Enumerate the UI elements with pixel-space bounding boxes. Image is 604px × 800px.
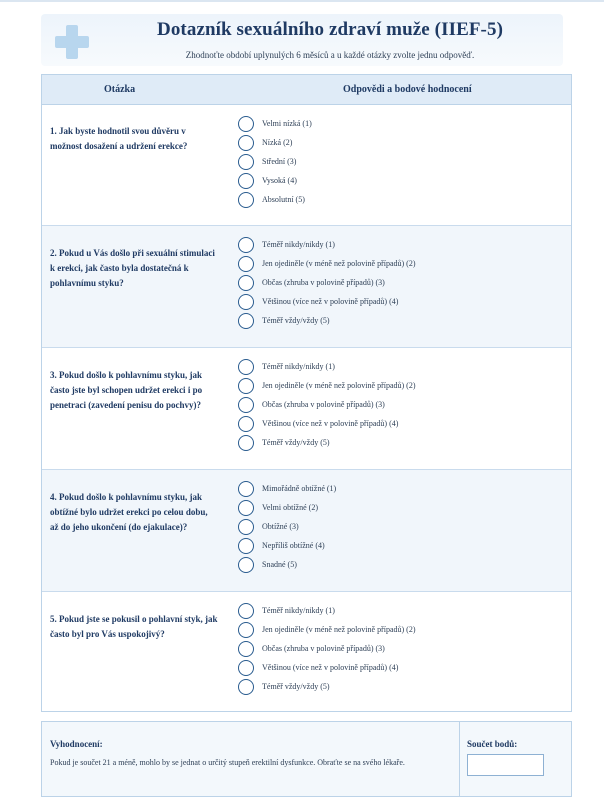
answer-label: Vysoká (4) (262, 176, 297, 185)
radio-button[interactable] (238, 538, 254, 554)
answer-option[interactable] (238, 313, 568, 331)
question-row-4 (42, 470, 571, 592)
answer-label: Obtížné (3) (262, 522, 299, 531)
answer-label: Většinou (více než v polovině případů) (4) (262, 419, 399, 428)
answer-option[interactable] (238, 135, 568, 153)
radio-button[interactable] (238, 116, 254, 132)
answer-option[interactable] (238, 294, 568, 312)
radio-button[interactable] (238, 378, 254, 394)
answer-label: Občas (zhruba v polovině případů) (3) (262, 400, 385, 409)
answer-label: Občas (zhruba v polovině případů) (3) (262, 278, 385, 287)
answer-label: Téměř vždy/vždy (5) (262, 438, 330, 447)
answer-label: Téměř vždy/vždy (5) (262, 316, 330, 325)
radio-button[interactable] (238, 660, 254, 676)
answer-label: Střední (3) (262, 157, 297, 166)
answer-label: Mimořádně obtížné (1) (262, 484, 337, 493)
answer-option[interactable] (238, 660, 568, 678)
answer-option[interactable] (238, 397, 568, 415)
score-sum-label: Součet bodů: (467, 739, 518, 749)
radio-button[interactable] (238, 622, 254, 638)
answer-option[interactable] (238, 378, 568, 396)
radio-button[interactable] (238, 603, 254, 619)
answer-option[interactable] (238, 359, 568, 377)
evaluation-text: Pokud je součet 21 a méně, mohlo by se jednat o určitý stupeň erektilní dysfunkce. Obraťte se na svého lékaře. (50, 758, 405, 767)
answer-option[interactable] (238, 538, 568, 556)
answer-option[interactable] (238, 237, 568, 255)
score-sum-input[interactable] (467, 754, 544, 776)
radio-button[interactable] (238, 313, 254, 329)
question-text: 4. Pokud došlo k pohlavnímu styku, jak obtížné bylo udržet erekci po celou dobu, až do jeho ukončení (do ejakulace)? (50, 492, 208, 532)
answer-option[interactable] (238, 481, 568, 499)
question-text: 1. Jak byste hodnotil svou důvěru v možnost dosažení a udržení erekce? (50, 126, 188, 151)
answer-option[interactable] (238, 416, 568, 434)
column-header-answers: Odpovědi a bodové hodnocení (343, 84, 472, 95)
radio-button[interactable] (238, 275, 254, 291)
answer-option[interactable] (238, 275, 568, 293)
radio-button[interactable] (238, 192, 254, 208)
radio-button[interactable] (238, 294, 254, 310)
answer-option[interactable] (238, 116, 568, 134)
question-text: 3. Pokud došlo k pohlavnímu styku, jak často jste byl schopen udržet erekci i po penetraci (zavedení penisu do pochvy)? (50, 370, 203, 410)
column-header-question: Otázka (104, 84, 136, 95)
radio-button[interactable] (238, 416, 254, 432)
answer-label: Většinou (více než v polovině případů) (4) (262, 297, 399, 306)
radio-button[interactable] (238, 519, 254, 535)
answer-option[interactable] (238, 154, 568, 172)
answer-option[interactable] (238, 519, 568, 537)
radio-button[interactable] (238, 641, 254, 657)
answer-label: Téměř nikdy/nikdy (1) (262, 606, 335, 615)
radio-button[interactable] (238, 237, 254, 253)
questionnaire-table (41, 74, 572, 712)
top-divider (0, 0, 604, 2)
answer-option[interactable] (238, 500, 568, 518)
answer-label: Téměř nikdy/nikdy (1) (262, 362, 335, 371)
radio-button[interactable] (238, 173, 254, 189)
medical-cross-icon (55, 25, 89, 59)
question-text: 2. Pokud u Vás došlo při sexuální stimulaci k erekci, jak často byla dostatečná k pohlavnímu styku? (50, 248, 215, 288)
answer-option[interactable] (238, 173, 568, 191)
answer-option[interactable] (238, 192, 568, 210)
answer-option[interactable] (238, 557, 568, 575)
answer-label: Snadné (5) (262, 560, 297, 569)
evaluation-title: Vyhodnocení: (50, 739, 103, 749)
page-title: Dotazník sexuálního zdraví muže (IIEF-5) (157, 19, 503, 40)
question-row-5 (42, 592, 571, 711)
answer-label: Velmi obtížné (2) (262, 503, 318, 512)
answer-option[interactable] (238, 603, 568, 621)
answer-label: Téměř vždy/vždy (5) (262, 682, 330, 691)
radio-button[interactable] (238, 397, 254, 413)
answer-option[interactable] (238, 622, 568, 640)
answer-option[interactable] (238, 435, 568, 453)
answer-option[interactable] (238, 256, 568, 274)
radio-button[interactable] (238, 679, 254, 695)
answer-label: Jen ojediněle (v méně než polovině případů) (2) (262, 381, 416, 390)
question-row-1 (42, 104, 571, 226)
question-row-2 (42, 226, 571, 348)
radio-button[interactable] (238, 256, 254, 272)
answer-option[interactable] (238, 641, 568, 659)
radio-button[interactable] (238, 359, 254, 375)
answer-label: Velmi nízká (1) (262, 119, 312, 128)
radio-button[interactable] (238, 435, 254, 451)
answer-label: Absolutní (5) (262, 195, 305, 204)
radio-button[interactable] (238, 557, 254, 573)
evaluation-divider (459, 722, 460, 796)
table-header (42, 75, 571, 105)
answer-label: Občas (zhruba v polovině případů) (3) (262, 644, 385, 653)
radio-button[interactable] (238, 481, 254, 497)
answer-label: Nízká (2) (262, 138, 293, 147)
page-subtitle: Zhodnoťte období uplynulých 6 měsíců a u každé otázky zvolte jednu odpověď. (185, 50, 475, 60)
answer-label: Jen ojediněle (v méně než polovině případů) (2) (262, 625, 416, 634)
radio-button[interactable] (238, 500, 254, 516)
answer-label: Většinou (více než v polovině případů) (4) (262, 663, 399, 672)
answer-label: Nepříliš obtížné (4) (262, 541, 325, 550)
question-text: 5. Pokud jste se pokusil o pohlavní styk, jak často byl pro Vás uspokojivý? (50, 614, 218, 639)
question-row-3 (42, 348, 571, 470)
radio-button[interactable] (238, 135, 254, 151)
radio-button[interactable] (238, 154, 254, 170)
evaluation-box (41, 721, 572, 797)
answer-label: Téměř nikdy/nikdy (1) (262, 240, 335, 249)
answer-option[interactable] (238, 679, 568, 697)
answer-label: Jen ojediněle (v méně než polovině případů) (2) (262, 259, 416, 268)
